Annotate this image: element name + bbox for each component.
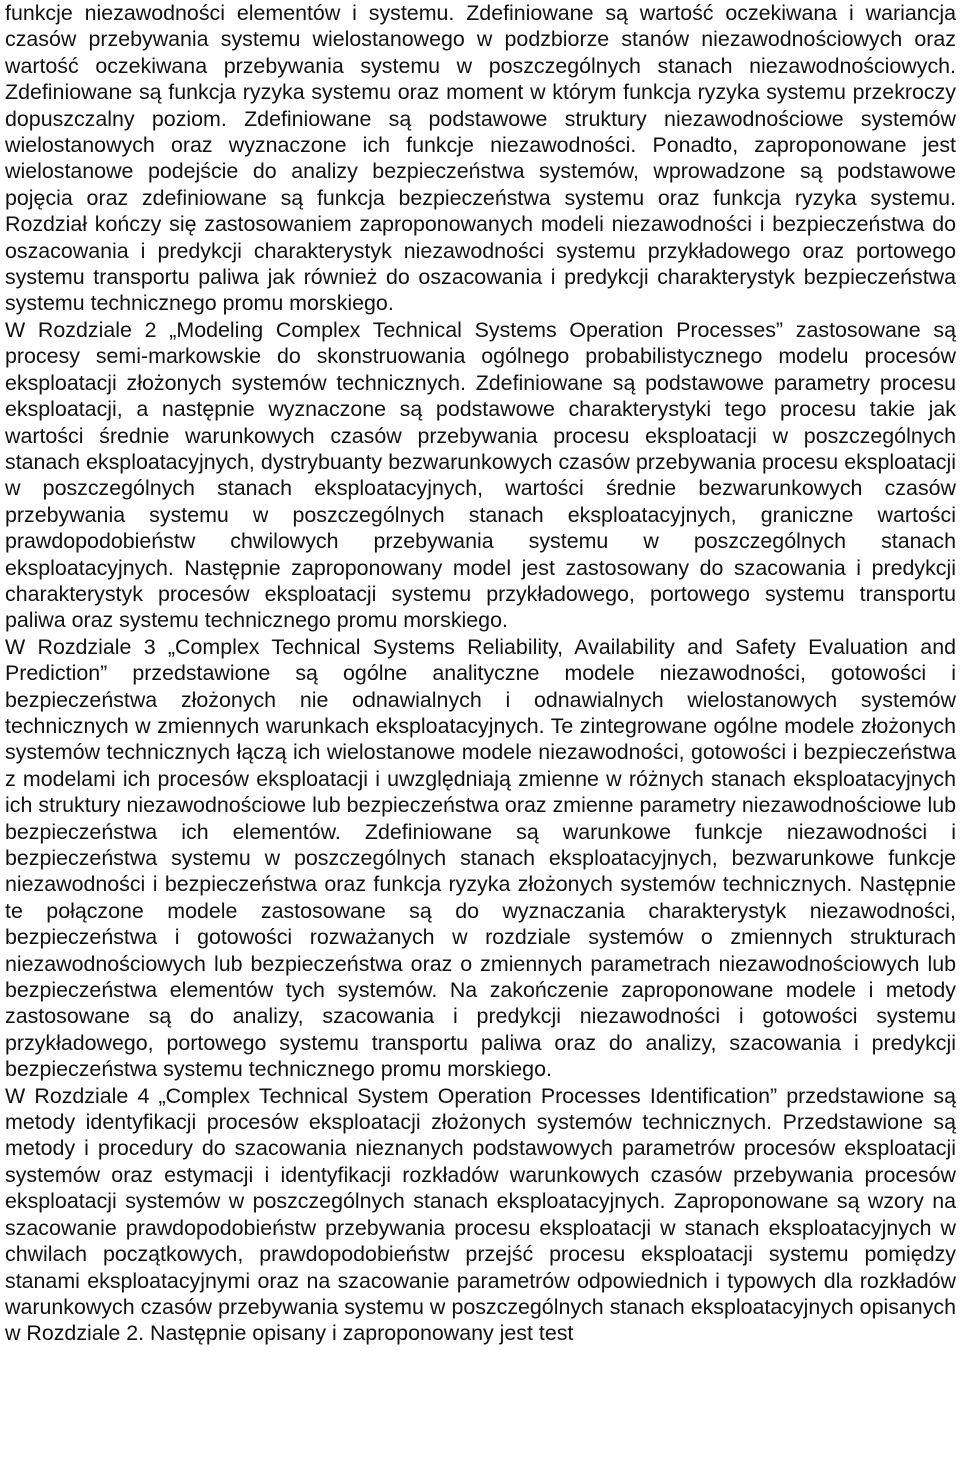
paragraph-chapter-1-summary: funkcje niezawodności elementów i systemu. Zdefiniowane są wartość oczekiwana i wariancja czasów przebywania systemu wielostanowego w podzbiorze stanów niezawodnościowych oraz wartość oczekiwana przebywania systemu w poszczególnych stanach niezawodnościowych. Zdefiniowane są funkcja ryzyka systemu oraz moment w którym funkcja ryzyka systemu przekroczy dopuszczalny poziom. Zdefiniowane są podstawowe struktury niezawodnościowe systemów wielostanowych oraz wyznaczone ich funkcje niezawodności. Ponadto, zaproponowane jest wielostanowe podejście do analizy bezpieczeństwa systemów, wprowadzone są podstawowe pojęcia oraz zdefiniowane są funkcja bezpieczeństwa systemu oraz funkcja ryzyka systemu. Rozdział kończy się zastosowaniem zaproponowanych modeli niezawodności i bezpieczeństwa do oszacowania i predykcji charakterystyk niezawodności systemu przykładowego oraz portowego systemu transportu paliwa jak również do oszacowania i predykcji charakterystyk bezpieczeństwa systemu technicznego promu morskiego. <box>5 1 956 316</box>
paragraph-chapter-3-summary: W Rozdziale 3 „Complex Technical Systems Reliability, Availability and Safety Evaluation and Prediction” przedstawione są ogólne analityczne modele niezawodności, gotowości i bezpieczeństwa złożonych nie odnawialnych i odnawialnych wielostanowych systemów technicznych w zmiennych warunkach eksploatacyjnych. Te zintegrowane ogólne modele złożonych systemów technicznych łączą ich wielostanowe modele niezawodności, gotowości i bezpieczeństwa z modelami ich procesów eksploatacji i uwzględniają zmienne w różnych stanach eksploatacyjnych ich struktury niezawodnościowe lub bezpieczeństwa oraz zmienne parametry niezawodnościowe lub bezpieczeństwa ich elementów. Zdefiniowane są warunkowe funkcje niezawodności i bezpieczeństwa systemu w poszczególnych stanach eksploatacyjnych, bezwarunkowe funkcje niezawodności i bezpieczeństwa oraz funkcja ryzyka złożonych systemów technicznych. Następnie te połączone modele zastosowane są do wyznaczania charakterystyk niezawodności, bezpieczeństwa i gotowości rozważanych w rozdziale systemów o zmiennych strukturach niezawodnościowych lub bezpieczeństwa oraz o zmiennych parametrach niezawodnościowych lub bezpieczeństwa elementów tych systemów. Na zakończenie zaproponowane modele i metody zastosowane są do analizy, szacowania i predykcji niezawodności i gotowości systemu przykładowego, portowego systemu transportu paliwa oraz do analizy, szacowania i predykcji bezpieczeństwa systemu technicznego promu morskiego. <box>5 634 956 1082</box>
paragraph-chapter-4-summary: W Rozdziale 4 „Complex Technical System Operation Processes Identification” przedstawione są metody identyfikacji procesów eksploatacji złożonych systemów technicznych. Przedstawione są metody i procedury do szacowania nieznanych podstawowych parametrów procesów eksploatacji systemów oraz estymacji i identyfikacji rozkładów warunkowych czasów przebywania procesów eksploatacji systemów w poszczególnych stanach eksploatacyjnych. Zaproponowane są wzory na szacowanie prawdopodobieństw przebywania procesu eksploatacji w stanach eksploatacyjnych w chwilach początkowych, prawdopodobieństw przejść procesu eksploatacji systemu pomiędzy stanami eksploatacyjnymi oraz na szacowanie parametrów odpowiednich i typowych dla rozkładów warunkowych czasów przebywania systemu w poszczególnych stanach eksploatacyjnych opisanych w Rozdziale 2. Następnie opisany i zaproponowany jest test <box>5 1083 956 1346</box>
paragraph-chapter-2-summary: W Rozdziale 2 „Modeling Complex Technical Systems Operation Processes” zastosowane są procesy semi-markowskie do skonstruowania ogólnego probabilistycznego modelu procesów eksploatacji złożonych systemów technicznych. Zdefiniowane są podstawowe parametry procesu eksploatacji, a następnie wyznaczone są podstawowe charakterystyki tego procesu takie jak wartości średnie warunkowych czasów przebywania procesu eksploatacji w poszczególnych stanach eksploatacyjnych, dystrybuanty bezwarunkowych czasów przebywania procesu eksploatacji w poszczególnych stanach eksploatacyjnych, wartości średnie bezwarunkowych czasów przebywania systemu w poszczególnych stanach eksploatacyjnych, graniczne wartości prawdopodobieństw chwilowych przebywania systemu w poszczególnych stanach eksploatacyjnych. Następnie zaproponowany model jest zastosowany do szacowania i predykcji charakterystyk procesów eksploatacji systemu przykładowego, portowego systemu transportu paliwa oraz systemu technicznego promu morskiego. <box>5 317 956 633</box>
